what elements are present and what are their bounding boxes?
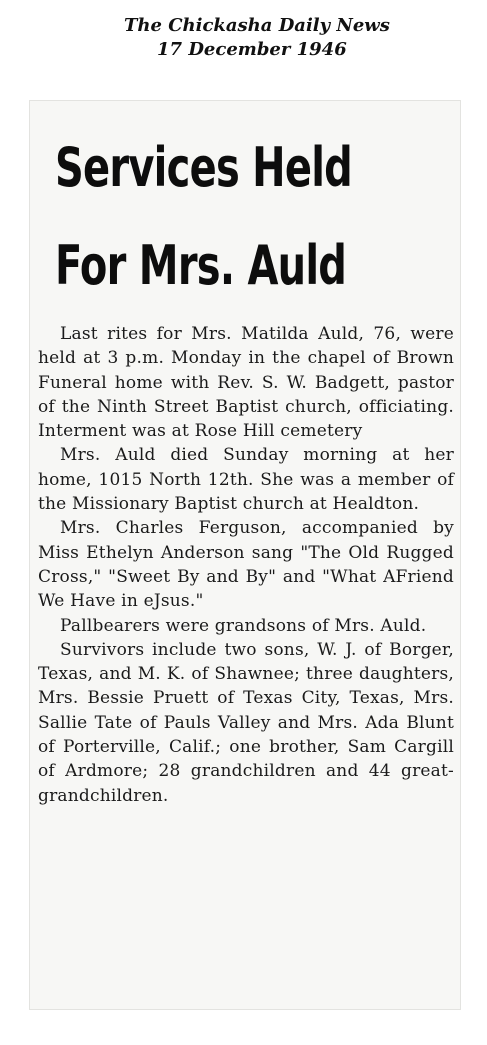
article-body bbox=[38, 322, 454, 808]
paragraph-death: Mrs. Auld died Sunday morning at her home, 1015 North 12th. She was a member of the Missionary Baptist church at Healdton. bbox=[38, 445, 454, 515]
source-caption bbox=[0, 14, 487, 62]
paragraph-survivors: Survivors include two sons, W. J. of Borger, Texas, and M. K. of Shawnee; three daughters, Mrs. Bessie Pruett of Texas City, Texas, Mrs. Sallie Tate of Pauls Valley and Mrs. Ada Blunt of Porterville, Calif.; one brother, Sam Cargill of Ardmore; 28 grandchildren and 44 great-grandchildren. bbox=[38, 639, 454, 806]
headline-line-2: For Mrs. Auld bbox=[55, 234, 347, 297]
publication-name: The Chickasha Daily News bbox=[124, 15, 390, 36]
headline-line-1: Services Held bbox=[55, 136, 353, 199]
paragraph-services: Last rites for Mrs. Matilda Auld, 76, were held at 3 p.m. Monday in the chapel of Brown Funeral home with Rev. S. W. Badgett, pastor of the Ninth Street Baptist church, officiating. Interment was at Rose Hill cemetery bbox=[38, 324, 454, 442]
paragraph-music: Mrs. Charles Ferguson, accompanied by Miss Ethelyn Anderson sang "The Old Rugged Cross," "Sweet By and By" and "What AFriend We Have in eJsus." bbox=[38, 518, 454, 612]
paragraph-pallbearers: Pallbearers were grandsons of Mrs. Auld. bbox=[60, 615, 427, 636]
newspaper-clipping bbox=[29, 100, 461, 1010]
publication-date: 17 December 1946 bbox=[157, 39, 347, 60]
headline bbox=[55, 119, 351, 315]
